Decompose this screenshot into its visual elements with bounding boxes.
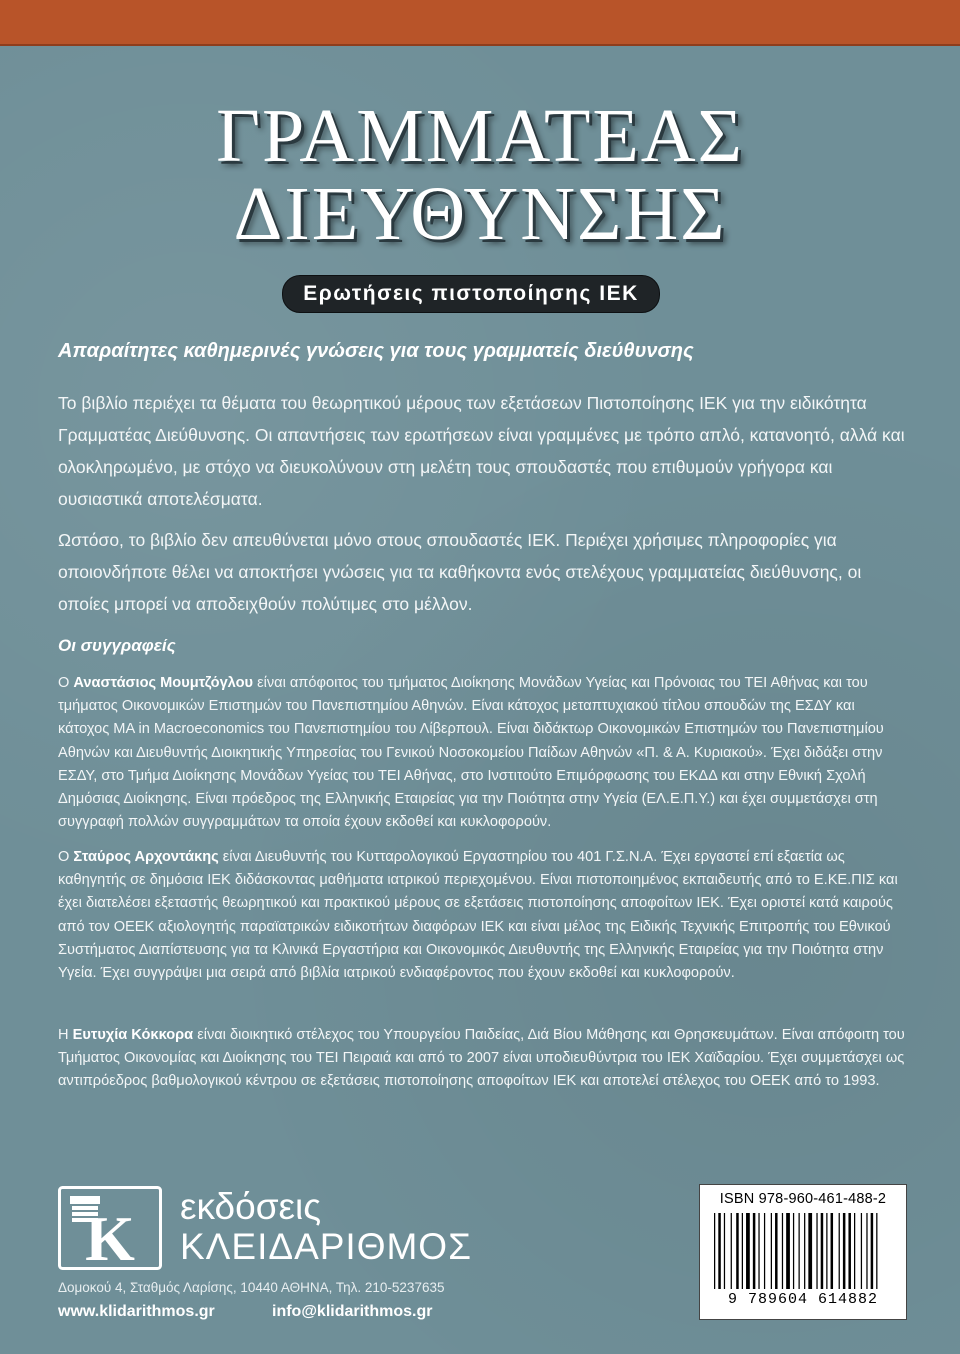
barcode-bar bbox=[771, 1213, 772, 1289]
isbn-digits: 9 789604 614882 bbox=[727, 1291, 879, 1308]
title-line-2: ΔΙΕΥΘΥΝΣΗΣ bbox=[233, 172, 727, 256]
subtitle-badge bbox=[282, 275, 660, 313]
barcode-bar bbox=[724, 1213, 725, 1289]
author-3-name: Ευτυχία Κόκκορα bbox=[72, 1027, 194, 1043]
author-3-prefix: Η bbox=[58, 1027, 73, 1043]
barcode-bar bbox=[816, 1213, 817, 1289]
subtitle-text: Ερωτήσεις πιστοποίησης ΙΕΚ bbox=[303, 282, 639, 305]
barcode-bar bbox=[848, 1213, 851, 1289]
publisher-name-line-2: ΚΛΕΙΔΑΡΙΘΜΟΣ bbox=[180, 1226, 472, 1267]
author-3-text: είναι διοικητικό στέλεχος του Υπουργείου Παιδείας, Διά Βίου Μάθησης και Θρησκευμάτων. Είναι απόφοιτη του Τμήματος Οικονομίας και Διοίκησης του ΤΕΙ Πειραιά και από το 2007 είναι υπoδιευθύντρια του ΙΕΚ Χαϊδαρίου. Έχει συμμετάσχει ως αντιπρόεδρος βαθμολογικού κέντρου σε εξετάσεις πιστοποίησης αποφοίτων ΙΕΚ και αποτελεί στέλεχος του ΟΕΕΚ από το 1993. bbox=[58, 1027, 905, 1090]
barcode-bar bbox=[786, 1213, 790, 1289]
barcode-bar bbox=[782, 1213, 783, 1289]
barcode-bar bbox=[854, 1213, 855, 1289]
barcode-bar bbox=[758, 1213, 759, 1289]
barcode-bar bbox=[746, 1213, 750, 1289]
author-2-name: Σταύρος Αρχοντάκης bbox=[73, 849, 219, 865]
author-1-prefix: Ο bbox=[58, 675, 74, 691]
author-bio-3 bbox=[58, 1024, 906, 1094]
barcode-bar bbox=[804, 1213, 805, 1289]
top-color-band bbox=[0, 0, 960, 46]
barcode-bar bbox=[808, 1213, 812, 1289]
barcode-bar bbox=[718, 1213, 721, 1289]
barcode-bar bbox=[866, 1213, 867, 1289]
barcode-bar bbox=[826, 1213, 827, 1289]
barcode-bar bbox=[764, 1213, 765, 1289]
intro-paragraph-2: Ωστόσο, το βιβλίο δεν απευθύνεται μόνο στους σπουδαστές ΙΕΚ. Περιέχει χρήσιμες πληροφορίες για οποιονδήποτε θέλει να αποκτήσει γνώσεις για τα καθήκοντα ενός στελέχους γραμματείας διεύθυνσης, οι οποίες μπορεί να αποδειχθούν πολύτιμες στο μέλλον. bbox=[58, 530, 862, 614]
isbn-barcode-box bbox=[699, 1184, 907, 1320]
barcode-bar bbox=[753, 1213, 756, 1289]
author-2-prefix: Ο bbox=[58, 849, 74, 865]
barcode-bar bbox=[821, 1213, 824, 1289]
lead-heading: Απαραίτητες καθημερινές γνώσεις για τους γραμματείς διεύθυνσης bbox=[58, 340, 694, 362]
publisher-email: info@klidarithmos.gr bbox=[272, 1303, 433, 1320]
publisher-name-line-1: εκδόσεις bbox=[180, 1186, 322, 1227]
logo-letter: K bbox=[85, 1203, 135, 1270]
barcode-bar bbox=[839, 1213, 840, 1289]
barcode-bar bbox=[831, 1213, 834, 1289]
barcode-bar bbox=[843, 1213, 846, 1289]
barcode-bar bbox=[736, 1213, 739, 1289]
barcode-icon bbox=[712, 1213, 896, 1289]
barcode-bar bbox=[714, 1213, 715, 1289]
author-bio-1 bbox=[58, 672, 906, 834]
author-1-text: είναι απόφοιτος του τμήματος Διοίκησης Μονάδων Υγείας και Πρόνοιας του ΤΕΙ Αθήνας και του τμήματος Οικονομικών Επιστημών του Πανεπιστημίου Αθηνών. Είναι κάτοχος μεταπτυχιακού τίτλου σπουδών της ΕΣΔΥ και κάτοχος ΜΑ in Macroeconomics του Πανεπιστημίου του Λίβερπουλ. Είναι διδάκτωρ Οικονομικών Επιστημών του Πανεπιστημίου Αθηνών και Διευθυντής Διοικητικής Υπηρεσίας του Γενικού Νοσοκομείου Παίδων Αθηνών «Π. & Α. Κυριακού». Έχει διδάξει στην ΕΣΔΥ, στο Τμήμα Διοίκησης Μονάδων Υγείας του ΤΕΙ Αθήνας, στο Ινστιτούτο Επιμόρφωσης του ΕΚΔΔ και στην Εθνική Σχολή Δημόσιας Διοίκησης. Είναι πρόεδρος της Ελληνικής Εταιρείας για την Ποιότητα στην Υγεία (ΕΛ.Ε.Π.Υ.) και έχει συμμετάσχει στη συγγραφή πολλών συγγραμμάτων τα οποία έχουν εκδοθεί και κυκλοφορούν. bbox=[58, 675, 884, 831]
author-1-name: Αναστάσιος Μουμτζόγλου bbox=[73, 675, 254, 691]
barcode-bar bbox=[731, 1213, 732, 1289]
intro-paragraph-1: Το βιβλίο περιέχει τα θέματα του θεωρητικού μέρους των εξετάσεων Πιστοποίησης ΙΕΚ για την ειδικότητα Γραμματέας Διεύθυνσης. Οι απαντήσεις των ερωτήσεων είναι γραμμένες με τρόπο απλό, κατανοητό, αλλά και ολοκληρωμένο, με στόχο να διευκολύνουν στη μελέτη τους σπουδαστές που επιθυμούν γρήγορα και ουσιαστικά αποτελέσματα. bbox=[58, 393, 905, 509]
isbn-label: ISBN 978-960-461-488-2 bbox=[719, 1191, 887, 1207]
publisher-address: Δομοκού 4, Σταθμός Λαρίσης, 10440 ΑΘΗΝΑ, Τηλ. 210-5237635 bbox=[58, 1280, 445, 1295]
barcode-bar bbox=[742, 1213, 743, 1289]
author-bio-2 bbox=[58, 846, 906, 985]
barcode-bar bbox=[871, 1213, 874, 1289]
publisher-name bbox=[180, 1187, 472, 1267]
author-2-text: είναι Διευθυντής του Κυτταρολογικού Εργαστηρίου του 401 Γ.Σ.Ν.Α. Έχει εργαστεί επί εξαετία ως καθηγητής σε δημόσια ΙΕΚ διδάσκοντας μαθήματα ιατρικού περιεχομένου. Είναι πιστοποιημένος εκπαιδευτής από το Ε.ΚΕ.ΠΙΣ και έχει διατελέσει εξεταστής θεωρητικού και πρακτικού μέρους σε εξετάσεις πιστοποίησης αποφοίτων ΙΕΚ. Έχει οριστεί κατά καιρούς από τον ΟΕΕΚ αξιολογητής παραϊατρικών ειδικοτήτων διαφόρων ΙΕΚ και είναι μέλος της Ειδικής Τεχνικής Επιτροπής του Εθνικού Συστήματος Διαπίστευσης για τα Κλινικά Εργαστήρια και Οικονομικός Διευθυντής της Ελληνικής Εταιρείας για την Ποιότητα στην Υγεία. Έχει συγγράψει μια σειρά από βιβλία ιατρικού ενδιαφέροντος που έχουν εκδοθεί και κυκλοφορούν. bbox=[58, 849, 898, 982]
barcode-bar bbox=[793, 1213, 794, 1289]
authors-heading: Οι συγγραφείς bbox=[58, 636, 176, 655]
barcode-bar bbox=[861, 1213, 862, 1289]
publisher-logo-icon bbox=[58, 1186, 162, 1270]
barcode-bar bbox=[799, 1213, 800, 1289]
barcode-bar bbox=[775, 1213, 778, 1289]
title-line-1: ΓΡΑΜΜΑΤΕΑΣ bbox=[216, 94, 744, 178]
publisher-website: www.klidarithmos.gr bbox=[58, 1303, 215, 1320]
barcode-bar bbox=[876, 1213, 877, 1289]
